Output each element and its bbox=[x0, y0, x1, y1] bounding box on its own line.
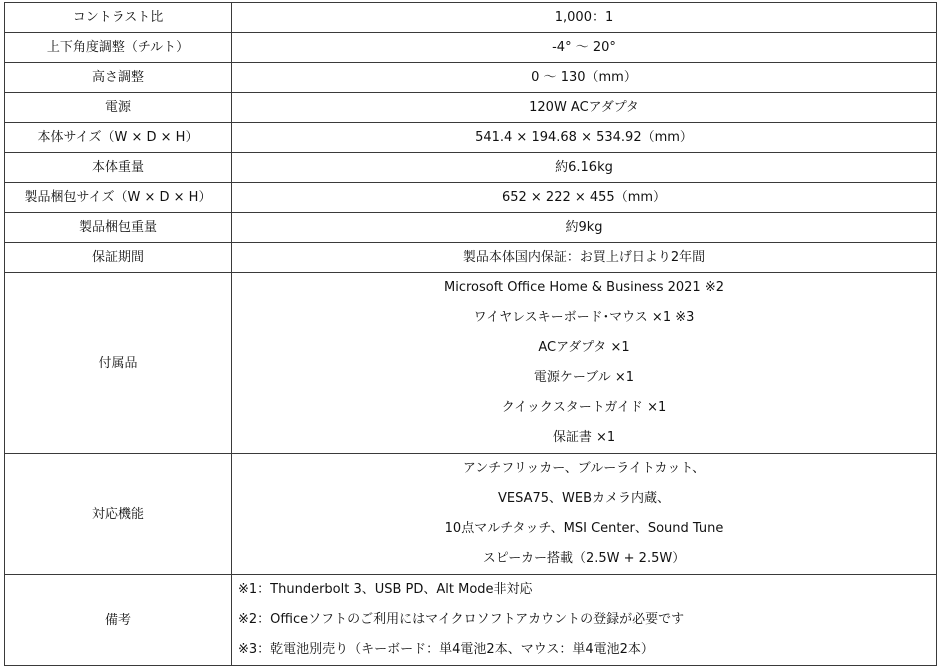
features-list bbox=[232, 454, 937, 575]
accessories-row bbox=[5, 273, 937, 454]
accessory-item: クイックスタートガイド ×1 bbox=[501, 400, 667, 415]
notes-list bbox=[232, 575, 937, 666]
feature-line: スピーカー搭載（2.5W + 2.5W） bbox=[482, 551, 686, 566]
table-row bbox=[5, 63, 937, 93]
accessory-item: Microsoft Office Home & Business 2021 ※2 bbox=[443, 280, 724, 295]
notes-row bbox=[5, 575, 937, 666]
table-row bbox=[5, 33, 937, 63]
table-row bbox=[5, 93, 937, 123]
accessory-item: 電源ケーブル ×1 bbox=[533, 370, 635, 385]
table-row bbox=[5, 243, 937, 273]
note-line: ※1：Thunderbolt 3、USB PD、Alt Mode非対応 bbox=[238, 582, 533, 597]
feature-line: 10点マルチタッチ、MSI Center、Sound Tune bbox=[444, 521, 724, 536]
features-row bbox=[5, 454, 937, 575]
table-row bbox=[5, 213, 937, 243]
accessories-list bbox=[232, 273, 937, 454]
row-value: 製品本体国内保証：お買上げ日より2年間 bbox=[232, 243, 937, 273]
row-label: 高さ調整 bbox=[5, 63, 232, 93]
row-label: 本体重量 bbox=[5, 153, 232, 183]
row-value: -4° ～ 20° bbox=[232, 33, 937, 63]
notes-label: 備考 bbox=[5, 575, 232, 666]
table-row bbox=[5, 123, 937, 153]
spec-table bbox=[4, 2, 937, 666]
row-value: 120W ACアダプタ bbox=[232, 93, 937, 123]
table-row bbox=[5, 3, 937, 33]
row-label: 上下角度調整（チルト） bbox=[5, 33, 232, 63]
row-value: 約9kg bbox=[232, 213, 937, 243]
row-label: 製品梱包サイズ（W × D × H） bbox=[5, 183, 232, 213]
feature-line: アンチフリッカー、ブルーライトカット、 bbox=[462, 461, 706, 476]
row-value: 1,000：1 bbox=[232, 3, 937, 33]
row-label: 製品梱包重量 bbox=[5, 213, 232, 243]
accessory-item: ワイヤレスキーボード･マウス ×1 ※3 bbox=[473, 310, 695, 325]
table-row bbox=[5, 153, 937, 183]
features-label: 対応機能 bbox=[5, 454, 232, 575]
accessory-item: 保証書 ×1 bbox=[552, 430, 616, 445]
accessory-item: ACアダプタ ×1 bbox=[538, 340, 630, 355]
table-row bbox=[5, 183, 937, 213]
row-label: 本体サイズ（W × D × H） bbox=[5, 123, 232, 153]
row-value: 0 ～ 130（mm） bbox=[232, 63, 937, 93]
row-value: 652 × 222 × 455（mm） bbox=[232, 183, 937, 213]
note-line: ※3：乾電池別売り（キーボード：単4電池2本、マウス：単4電池2本） bbox=[238, 642, 654, 657]
row-label: コントラスト比 bbox=[5, 3, 232, 33]
row-label: 保証期間 bbox=[5, 243, 232, 273]
row-value: 541.4 × 194.68 × 534.92（mm） bbox=[232, 123, 937, 153]
row-label: 電源 bbox=[5, 93, 232, 123]
feature-line: VESA75、WEBカメラ内蔵、 bbox=[497, 491, 671, 506]
row-value: 約6.16kg bbox=[232, 153, 937, 183]
note-line: ※2：Officeソフトのご利用にはマイクロソフトアカウントの登録が必要です bbox=[238, 612, 685, 627]
accessories-label: 付属品 bbox=[5, 273, 232, 454]
